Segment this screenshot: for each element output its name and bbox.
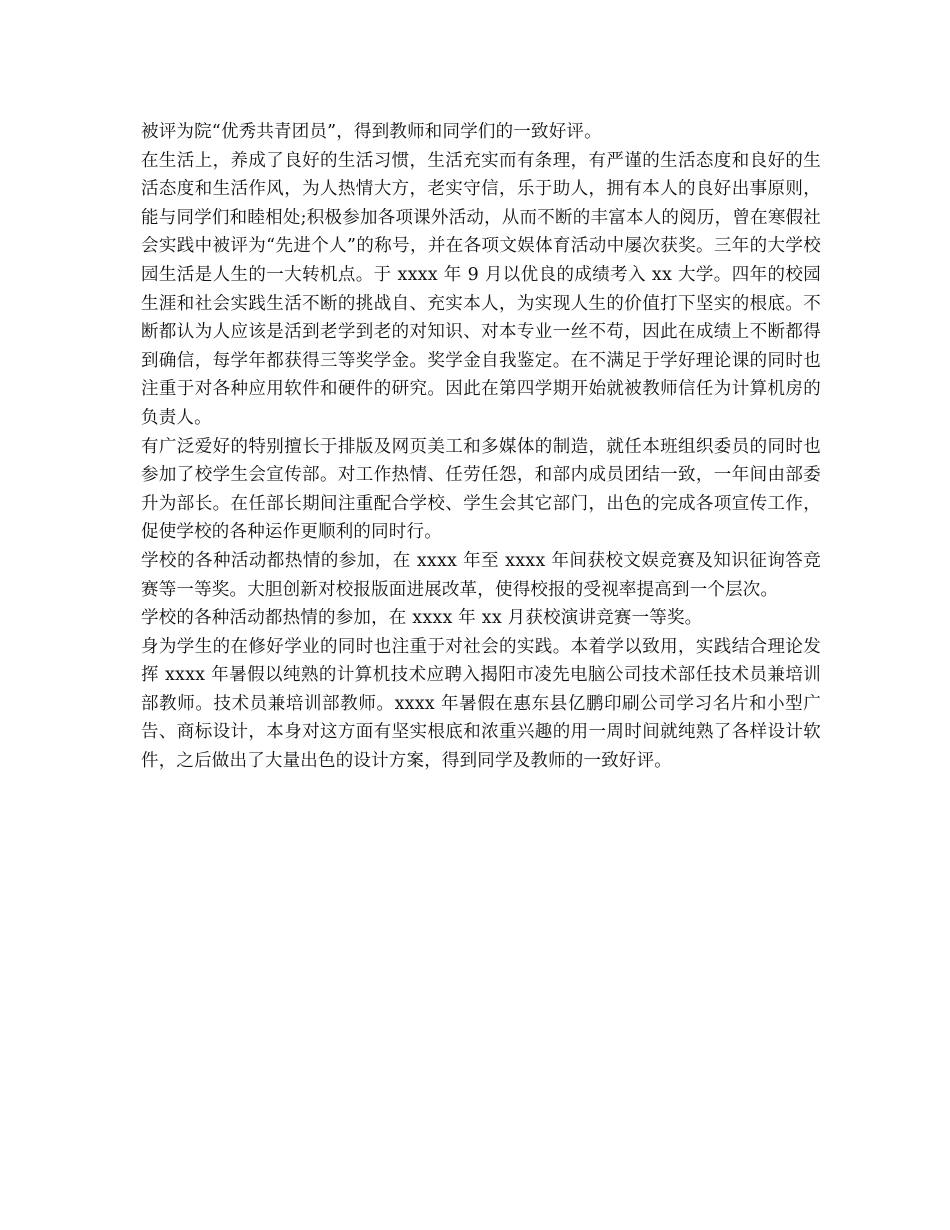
paragraph-life: 在生活上，养成了良好的生活习惯，生活充实而有条理，有严谨的生活态度和良好的生活态度和生活作风，为人热情大方，老实守信，乐于助人，拥有本人的良好出事原则，能与同学们和睦相处;积极参加各项课外活动，从而不断的丰富本人的阅历，曾在寒假社会实践中被评为“先进个人”的称号，并在各项文娱体育活动中屡次获奖。三年的大学校园生活是人生的一大转机点。于 xxxx 年 9 月以优良的成绩考入 xx 大学。四年的校园生涯和社会实践生活不断的挑战自、充实本人，为实现人生的价值打下坚实的根底。不断都认为人应该是活到老学到老的对知识、对本专业一丝不苟，因此在成绩上不断都得到确信，每学年都获得三等奖学金。奖学金自我鉴定。在不满足于学好理论课的同时也注重于对各种应用软件和硬件的研究。因此在第四学期开始就被教师信任为计算机房的负责人。 <box>141 150 821 428</box>
paragraph-activities: 学校的各种活动都热情的参加，在 xxxx 年至 xxxx 年间获校文娱竞赛及知识征询答竞赛等一等奖。大胆创新对校报版面进展改革，使得校报的受视率提高到一个层次。 <box>141 550 821 600</box>
document-body <box>141 118 821 776</box>
paragraph-honor: 被评为院“优秀共青团员”，得到教师和同学们的一致好评。 <box>141 122 602 142</box>
paragraph-practice: 身为学生的在修好学业的同时也注重于对社会的实践。本着学以致用，实践结合理论发挥 xxxx 年暑假以纯熟的计算机技术应聘入揭阳市凌先电脑公司技术部任技术员兼培训部教师。技术员兼培训部教师。xxxx 年暑假在惠东县亿鹏印刷公司学习名片和小型广告、商标设计，本身对这方面有坚实根底和浓重兴趣的用一周时间就纯熟了各样设计软件，之后做出了大量出色的设计方案，得到同学及教师的一致好评。 <box>141 636 821 772</box>
paragraph-hobbies: 有广泛爱好的特别擅长于排版及网页美工和多媒体的制造，就任本班组织委员的同时也参加了校学生会宣传部。对工作热情、任劳任怨，和部内成员团结一致，一年间由部委升为部长。在任部长期间注重配合学校、学生会其它部门，出色的完成各项宣传工作，促使学校的各种运作更顺利的同时行。 <box>141 436 821 543</box>
paragraph-speech-award: 学校的各种活动都热情的参加，在 xxxx 年 xx 月获校演讲竞赛一等奖。 <box>141 608 703 629</box>
